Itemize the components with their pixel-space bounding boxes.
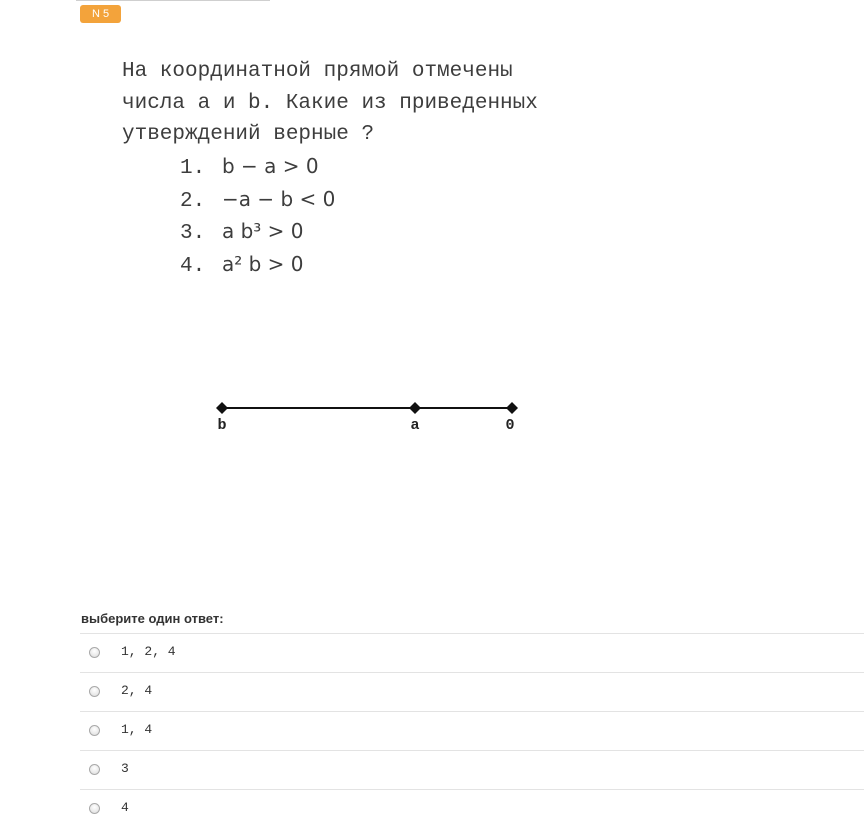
option-label[interactable]: 1, 2, 4 [121,644,176,659]
statement-expression: b − a > 0 [222,154,319,178]
question-line-1: На координатной прямой отмечены [122,60,513,83]
statement-number: 1. [180,157,206,180]
option-label[interactable]: 3 [121,761,129,776]
radio-button[interactable] [89,647,100,658]
question-number-badge: N 5 [80,5,121,23]
answer-option-5[interactable] [80,789,864,828]
point-b-label: b [217,417,227,434]
point-a-label: a [410,417,420,434]
point-b-marker [216,402,228,414]
statement-number: 2. [180,189,206,213]
answer-prompt: выберите один ответ: [81,611,224,626]
statement-expression: a b³ > 0 [222,219,304,243]
radio-button[interactable] [89,725,100,736]
question-line-2: числа a и b. Какие из приведенных [122,91,538,115]
answer-option-3[interactable] [80,711,864,750]
point-a-marker [409,402,421,414]
radio-button[interactable] [89,803,100,814]
radio-button[interactable] [89,764,100,775]
top-divider [76,0,270,1]
point-zero-label: 0 [505,417,515,434]
statement-number: 4. [180,254,206,278]
statement-item [180,215,335,248]
option-label[interactable]: 2, 4 [121,683,153,698]
option-label[interactable]: 1, 4 [121,722,153,737]
question-text [122,56,538,151]
statement-item [180,150,335,183]
answer-options [80,633,864,828]
statement-item [180,183,335,216]
number-line-diagram [205,395,535,440]
statement-expression: −a − b < 0 [222,186,336,211]
statement-number: 3. [180,222,206,245]
answer-option-1[interactable] [80,633,864,672]
question-line-3: утверждений верные ? [122,123,375,147]
statements-list [180,150,335,280]
statement-expression: a² b > 0 [222,251,304,276]
radio-button[interactable] [89,686,100,697]
answer-option-2[interactable] [80,672,864,711]
statement-item [180,248,335,281]
point-zero-marker [506,402,518,414]
answer-option-4[interactable] [80,750,864,789]
option-label[interactable]: 4 [121,800,129,815]
